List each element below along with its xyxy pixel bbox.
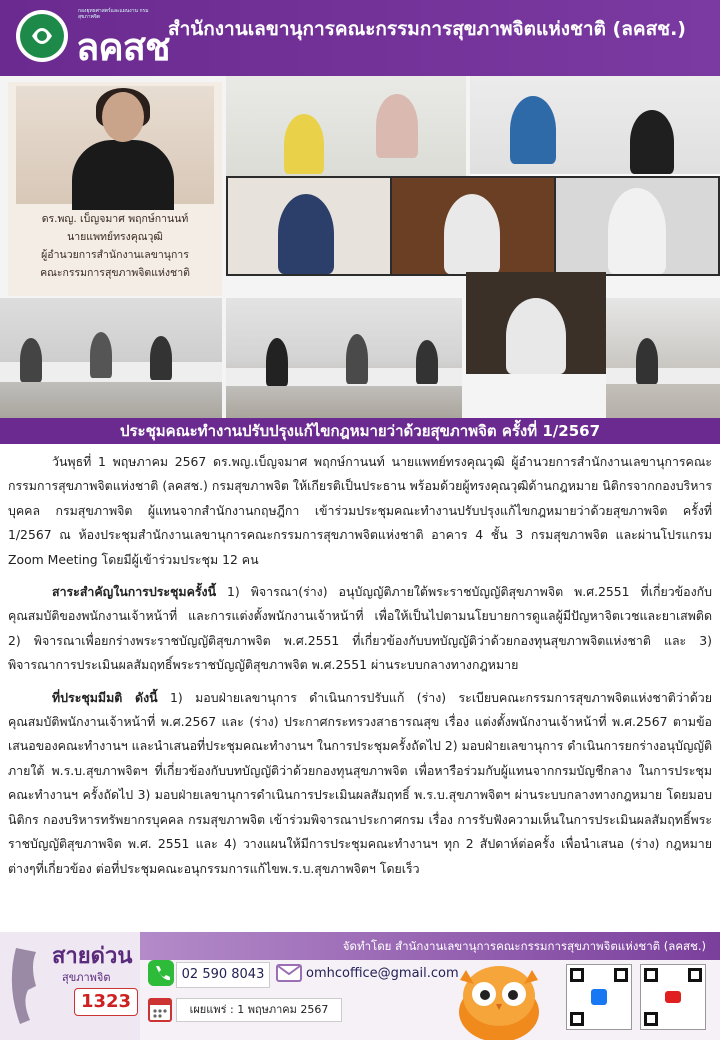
chairperson-caption xyxy=(8,210,222,282)
chairperson-photo xyxy=(16,86,214,204)
phone-handset-icon xyxy=(6,944,46,1028)
agenda-text: 1) พิจารณา(ร่าง) อนุบัญญัติภายใต้พระราชบัญญัติสุขภาพจิต พ.ศ.2551 ที่เกี่ยวข้องกับคุณสมบัติของพนักงานเจ้าหน้าที่ และการแต่งตั้งพนักงานเจ้าหน้าที่ เพื่อให้เป็นไปตามนโยบายการดูแลผู้มีปัญหาจิตเวชและยาเสพติด 2) พิจารณาเพื่อยกร่างพระราชบัญญัติสุขภาพจิต พ.ศ.2551 ที่เกี่ยวข้องกับบทบัญญัติว่าด้วยกองทุนสุขภาพจิตแห่งชาติ และ 3) พิจารณาการประเมินผลสัมฤทธิ์พระราชบัญญัติสุขภาพจิต พ.ศ.2551 ผ่านระบบกลางทางกฎหมาย xyxy=(8,584,712,673)
email-icon xyxy=(276,964,302,982)
paragraph-resolutions xyxy=(8,686,712,881)
phone-number[interactable]: 02 590 8043 xyxy=(176,962,270,988)
resolutions-lead: ที่ประชุมมีมติ ดังนี้ xyxy=(52,689,158,705)
page-title: สำนักงานเลขานุการคณะกรรมการสุขภาพจิตแห่งชาติ (ลคสช.) xyxy=(168,18,686,40)
resolutions-text: 1) มอบฝ่ายเลขานุการ ดำเนินการปรับแก้ (ร่าง) ระเบียบคณะกรรมการสุขภาพจิตแห่งชาติว่าด้วยคุณสมบัติพนักงานเจ้าหน้าที่ พ.ศ.2567 และ (ร่าง) ประกาศกระทรวงสาธารณสุข เรื่อง แต่งตั้งพนักงานเจ้าหน้าที่ พ.ศ.2567 ตามข้อเสนอของคณะทำงานฯ และนำเสนอที่ประชุมคณะทำงานฯ ในการประชุมครั้งถัดไป 2) มอบฝ่ายเลขานุการ ดำเนินการยกร่างอนุบัญญัติภายใต้ พ.ร.บ.สุขภาพจิตฯ ที่เกี่ยวข้องกับบทบัญญัติว่าด้วยกองทุนสุขภาพจิต เพื่อหารือร่วมกับผู้แทนจากกรมบัญชีกลาง ในการประชุมคณะทำงานฯ ครั้งถัดไป 3) มอบฝ่ายเลขานุการดำเนินการประเมินผลสัมฤทธิ์ พ.ร.บ.สุขภาพจิตฯ ผ่านระบบกลางทางกฎหมาย โดยมอบนิติกร กองบริหารทรัพยากรบุคคล กรมสุขภาพจิต เข้าร่วมพิจารณาประกาศกรม เรื่อง การรับฟังความเห็นในการประเมินผลสัมฤทธิ์พระราชบัญญัติสุขภาพจิต พ.ศ. 2551 และ 4) วางแผนให้มีการประชุมคณะทำงานฯ ทุก 2 สัปดาห์ต่อครั้ง เพื่อนำเสนอ (ร่าง) กฎหมายต่างๆที่เกี่ยวข้อง ต่อที่ประชุมคณะอนุกรรมการแก้ไขพ.ร.บ.สุขภาพจิตฯ โดยเร็ว xyxy=(8,689,713,876)
paragraph-agenda xyxy=(8,580,712,678)
logo-small-text: กองยุทธศาสตร์และแผนงาน กรมสุขภาพจิต xyxy=(78,8,149,20)
email-address[interactable]: omhcoffice@gmail.com xyxy=(306,966,459,981)
hotline-number[interactable]: 1323 xyxy=(74,988,138,1016)
hotline-box xyxy=(0,932,140,1040)
agenda-lead: สาระสำคัญในการประชุมครั้งนี้ xyxy=(52,584,217,600)
hotline-subtitle: สุขภาพจิต xyxy=(62,971,111,984)
organizer-band: จัดทำโดย สำนักงานเลขานุการคณะกรรมการสุขภาพจิตแห่งชาติ (ลคสช.) xyxy=(140,932,720,960)
meeting-photo-3 xyxy=(0,298,222,418)
agency-logo xyxy=(74,6,170,70)
news-headline: ประชุมคณะทำงานปรับปรุงแก้ไขกฎหมายว่าด้วยสุขภาพจิต ครั้งที่ 1/2567 xyxy=(0,418,720,444)
phone-icon xyxy=(148,960,174,986)
qr-code-youtube[interactable] xyxy=(640,964,706,1030)
publish-date: เผยแพร่ : 1 พฤษภาคม 2567 xyxy=(176,998,342,1022)
calendar-icon xyxy=(148,996,172,1022)
chairperson-name: ดร.พญ. เบ็ญจมาศ พฤกษ์กานนท์ xyxy=(41,213,189,225)
photo-collage xyxy=(0,76,720,418)
owl-mascot-icon xyxy=(444,956,554,1040)
page-footer xyxy=(0,932,720,1040)
page-header xyxy=(0,0,720,76)
qr-code-facebook[interactable] xyxy=(566,964,632,1030)
news-body xyxy=(8,450,712,889)
chairperson-role-line1: ผู้อำนวยการสำนักงานเลขานุการ xyxy=(41,249,189,261)
department-logo-icon xyxy=(10,6,74,70)
zoom-meeting-photo xyxy=(226,176,720,276)
meeting-photo-4 xyxy=(226,298,462,418)
chairperson-card xyxy=(8,82,222,296)
meeting-photo-5 xyxy=(606,298,720,418)
paragraph-intro: วันพุธที่ 1 พฤษภาคม 2567 ดร.พญ.เบ็ญจมาศ พฤกษ์กานนท์ นายแพทย์ทรงคุณวุฒิ ผู้อำนวยการสำนักงานเลขานุการคณะกรรมการสุขภาพจิตแห่งชาติ (ลคสช.) กรมสุขภาพจิต ให้เกียรติเป็นประธาน พร้อมด้วยผู้ทรงคุณวุฒิด้านกฎหมาย นิติกรจากกองบริหารบุคคล กรมสุขภาพจิต ผู้แทนจากสำนักงานกฤษฎีกา เข้าร่วมประชุมคณะทำงานปรับปรุงแก้ไขกฎหมายว่าด้วยสุขภาพจิต ครั้งที่ 1/2567 ณ ห้องประชุมสำนักงานเลขานุการคณะกรรมการสุขภาพจิตแห่งชาติ อาคาร 4 ชั้น 3 กรมสุขภาพจิต และผ่านโปรแกรม Zoom Meeting โดยมีผู้เข้าร่วมประชุม 12 คน xyxy=(8,454,712,567)
chairperson-position: นายแพทย์ทรงคุณวุฒิ xyxy=(67,231,163,243)
logo-abbreviation: ลคสช xyxy=(76,24,170,69)
hotline-title: สายด่วน xyxy=(52,944,133,969)
zoom-speaker-photo xyxy=(466,272,606,374)
chairperson-role-line2: คณะกรรมการสุขภาพจิตแห่งชาติ xyxy=(40,267,190,279)
